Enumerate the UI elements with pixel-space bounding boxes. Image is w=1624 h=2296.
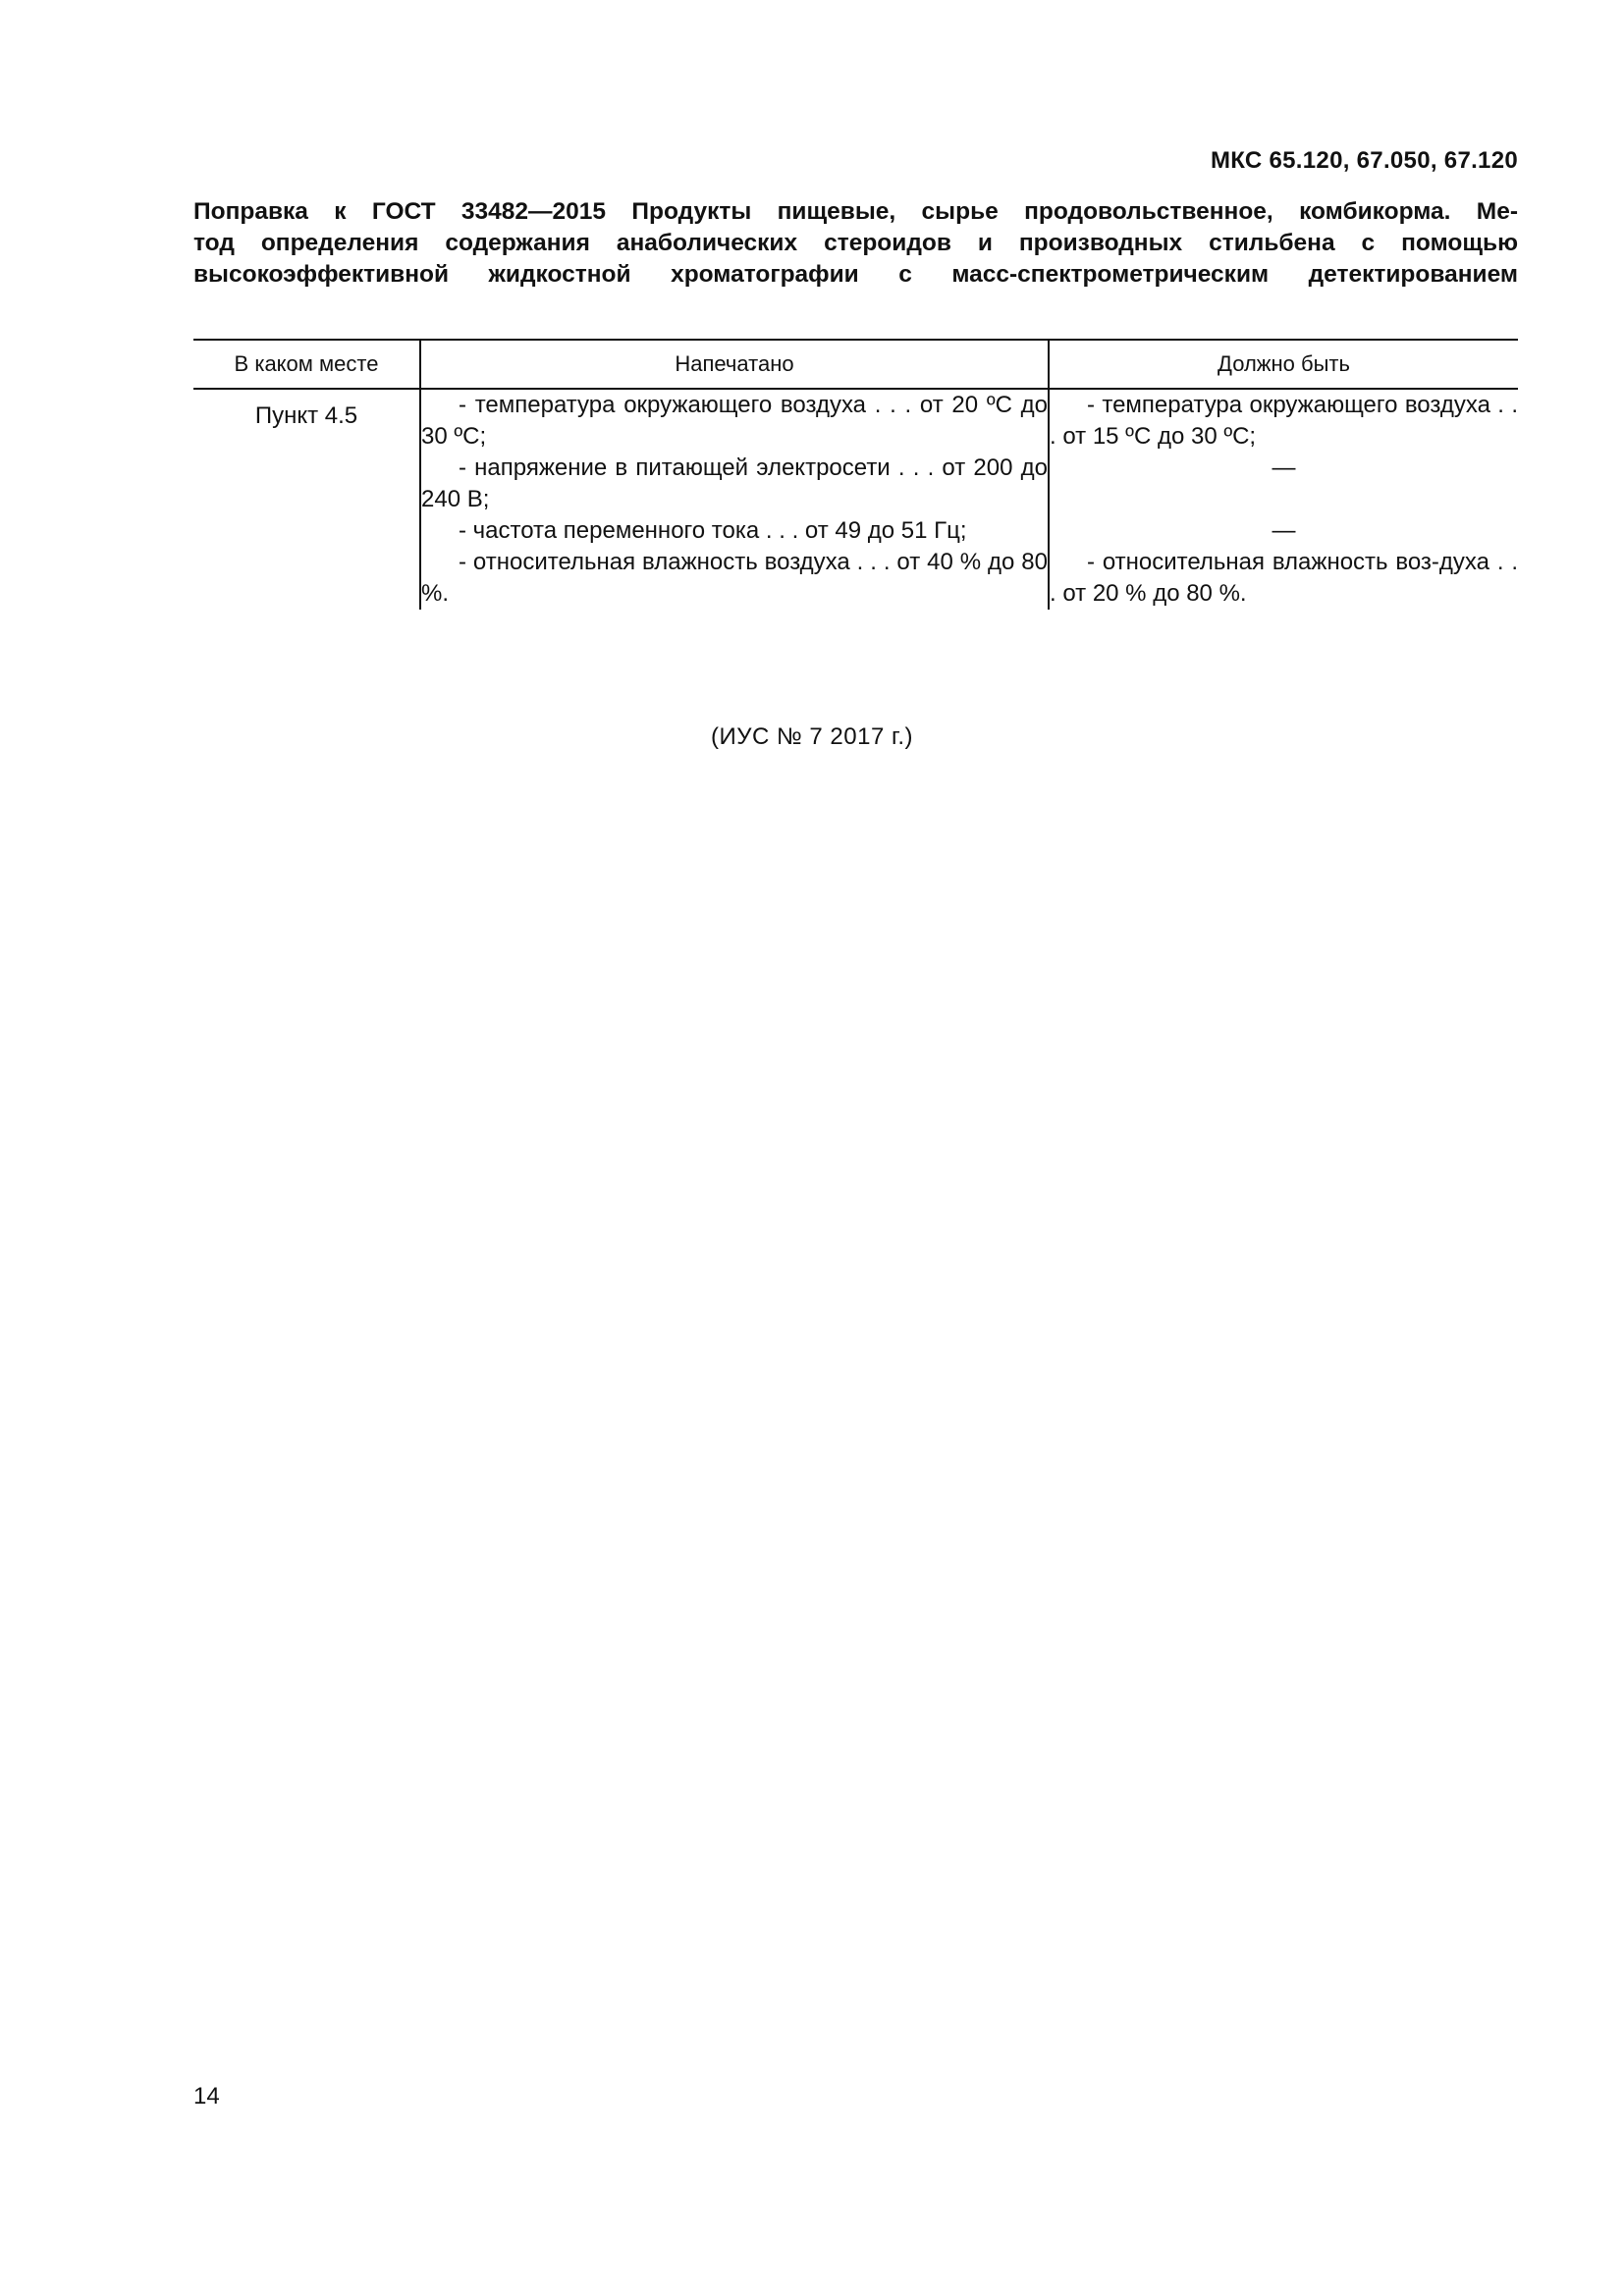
header-should-be: Должно быть <box>1049 340 1518 389</box>
page-number: 14 <box>193 2083 220 2109</box>
table-header-row <box>193 340 1518 389</box>
printed-cell <box>420 515 1049 547</box>
title-line: тод определения содержания анаболических стероидов и производных стильбена с помощью <box>193 230 1518 256</box>
printed-text: - напряжение в питающей электросети . . . от 200 до 240 В; <box>421 454 1048 512</box>
place-cell: Пункт 4.5 <box>254 402 358 429</box>
should-be-cell <box>1049 547 1518 610</box>
printed-cell <box>420 453 1049 515</box>
printed-text: - частота переменного тока . . . от 49 до 51 Гц; <box>459 517 967 544</box>
ius-reference: (ИУС № 7 2017 г.) <box>711 723 913 750</box>
printed-text: - температура окружающего воздуха . . . от 20 ºС до 30 ºС; <box>421 392 1048 450</box>
should-be-text: - относительная влажность воз-духа . . . от 20 % до 80 %. <box>1050 549 1518 607</box>
table-row <box>193 389 1518 453</box>
header-printed: Напечатано <box>420 340 1049 389</box>
title-line: высокоэффективной жидкостной хроматографии с масс-спектрометрическим детектированием <box>193 261 1518 288</box>
should-be-cell <box>1049 453 1518 515</box>
amendment-table <box>193 339 1518 610</box>
mks-code: МКС 65.120, 67.050, 67.120 <box>1210 147 1518 174</box>
printed-cell <box>420 389 1049 453</box>
printed-cell <box>420 547 1049 610</box>
should-be-text: - температура окружающего воздуха . . . от 15 ºС до 30 ºС; <box>1050 392 1518 450</box>
header-place: В каком месте <box>193 340 420 389</box>
title-line: Поправка к ГОСТ 33482—2015 Продукты пищевые, сырье продовольственное, комбикорма. Ме- <box>193 198 1518 225</box>
should-be-text: — <box>1272 454 1296 481</box>
should-be-cell <box>1049 389 1518 453</box>
amendment-title <box>193 196 1518 291</box>
should-be-text: — <box>1272 517 1296 544</box>
printed-text: - относительная влажность воздуха . . . от 40 % до 80 %. <box>421 549 1048 607</box>
should-be-cell <box>1049 515 1518 547</box>
